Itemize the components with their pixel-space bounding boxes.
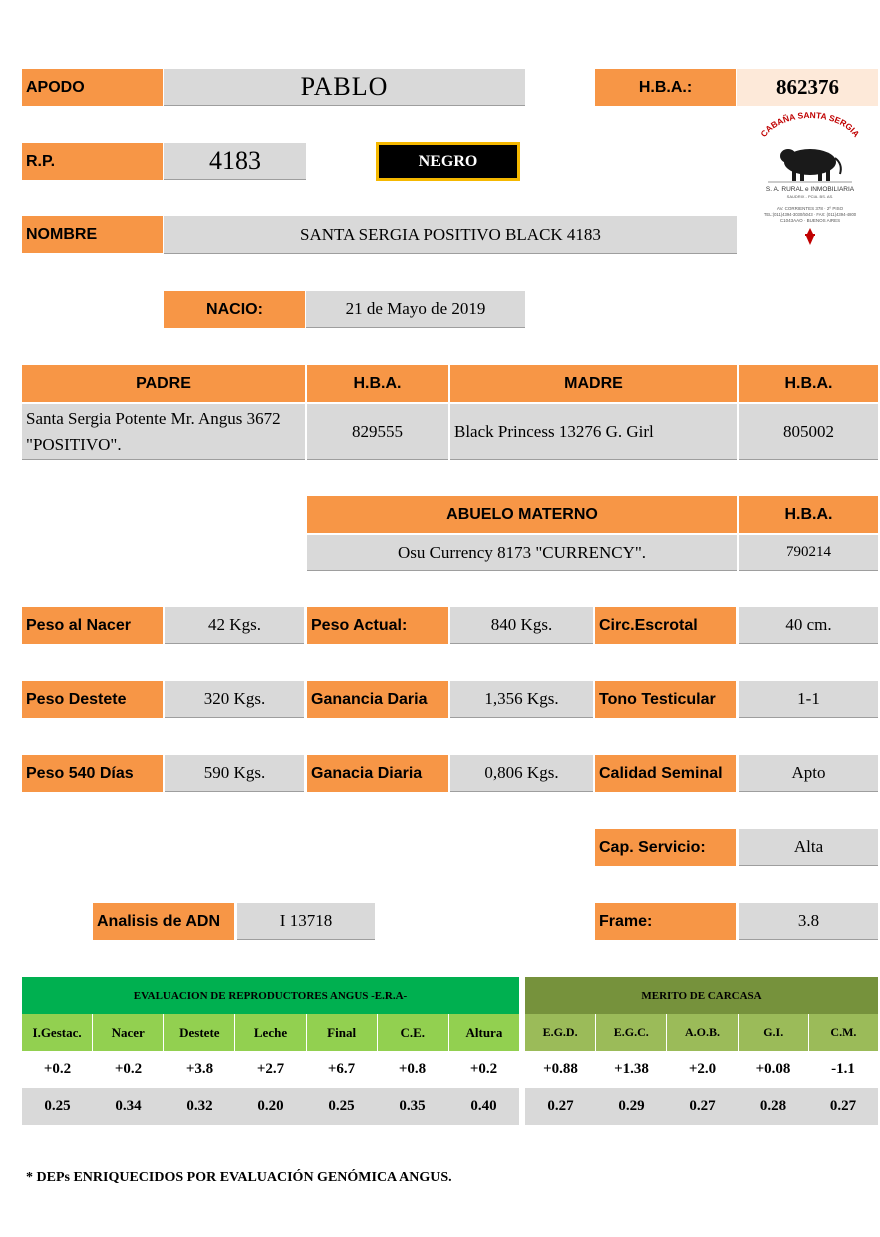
circ-value: 40 cm. <box>739 607 878 644</box>
apodo-value: PABLO <box>164 69 525 106</box>
peso-actual-value: 840 Kgs. <box>450 607 593 644</box>
carcasa-dep: -1.1 <box>831 1061 855 1077</box>
era-dep: +0.8 <box>398 1061 427 1077</box>
era-precision: 0.34 <box>93 1088 164 1125</box>
era-precision: 0.25 <box>306 1088 377 1125</box>
cap-servicio-label: Cap. Servicio: <box>595 829 736 866</box>
carcasa-columns <box>525 1014 878 1051</box>
era-dep-row <box>22 1051 519 1088</box>
era-col: I.Gestac. <box>22 1014 93 1051</box>
frame-label: Frame: <box>595 903 736 940</box>
carcasa-col: C.M. <box>809 1014 878 1051</box>
era-dep: +0.2 <box>114 1061 143 1077</box>
frame-value: 3.8 <box>739 903 878 940</box>
ganacia-value: 0,806 Kgs. <box>450 755 593 792</box>
ganancia-value: 1,356 Kgs. <box>450 681 593 718</box>
cross-icon <box>805 228 815 245</box>
abuelo-hba-header: H.B.A. <box>739 496 878 533</box>
logo-graphic <box>748 112 872 252</box>
logo-line4: C1043AAO · BUENOS AIRES <box>779 218 841 223</box>
adn-value: I 13718 <box>237 903 375 940</box>
adn-label: Analisis de ADN <box>93 903 234 940</box>
color-badge: NEGRO <box>376 142 520 181</box>
peso-actual-label: Peso Actual: <box>307 607 448 644</box>
bull-icon <box>780 149 841 181</box>
madre-hba-header: H.B.A. <box>739 365 878 402</box>
carcasa-title: MERITO DE CARCASA <box>525 977 878 1014</box>
era-col: Nacer <box>93 1014 164 1051</box>
logo-company: S. A. RURAL e INMOBILIARIA <box>765 186 855 193</box>
carcasa-col: E.G.D. <box>525 1014 596 1051</box>
padre-hba-value: 829555 <box>307 404 448 460</box>
era-precision: 0.20 <box>235 1088 306 1125</box>
madre-header: MADRE <box>450 365 737 402</box>
padre-header: PADRE <box>22 365 305 402</box>
abuelo-header: ABUELO MATERNO <box>307 496 737 533</box>
era-title: EVALUACION DE REPRODUCTORES ANGUS -E.R.A- <box>22 977 519 1014</box>
carcasa-dep: +0.88 <box>543 1061 578 1077</box>
tono-value: 1-1 <box>739 681 878 718</box>
hba-value: 862376 <box>737 69 878 106</box>
logo-title: CABAÑA SANTA SERGIA <box>758 112 862 139</box>
era-dep: +0.2 <box>43 1061 72 1077</box>
nacio-value: 21 de Mayo de 2019 <box>306 291 525 328</box>
era-col: Altura <box>449 1014 519 1051</box>
era-precision: 0.25 <box>22 1088 93 1125</box>
ganacia-label: Ganacia Diaria <box>307 755 448 792</box>
footnote: * DEPs ENRIQUECIDOS POR EVALUACIÓN GENÓMICA ANGUS. <box>26 1170 452 1185</box>
carcasa-dep: +2.0 <box>688 1061 717 1077</box>
padre-hba-header: H.B.A. <box>307 365 448 402</box>
carcasa-col: E.G.C. <box>596 1014 667 1051</box>
carcasa-precision: 0.27 <box>808 1088 878 1125</box>
nombre-label: NOMBRE <box>22 216 163 253</box>
madre-hba-value: 805002 <box>739 404 878 460</box>
ranch-logo <box>748 112 872 252</box>
peso-540-value: 590 Kgs. <box>165 755 304 792</box>
era-col: Leche <box>235 1014 306 1051</box>
peso-nacer-label: Peso al Nacer <box>22 607 163 644</box>
hba-label: H.B.A.: <box>595 69 736 106</box>
carcasa-precision-row <box>525 1088 878 1125</box>
peso-nacer-value: 42 Kgs. <box>165 607 304 644</box>
madre-value: Black Princess 13276 G. Girl <box>450 404 737 460</box>
circ-label: Circ.Escrotal <box>595 607 736 644</box>
era-col: Final <box>307 1014 378 1051</box>
apodo-label: APODO <box>22 69 163 106</box>
carcasa-precision: 0.27 <box>525 1088 596 1125</box>
calidad-label: Calidad Seminal <box>595 755 736 792</box>
era-dep: +2.7 <box>256 1061 285 1077</box>
peso-540-label: Peso 540 Días <box>22 755 163 792</box>
logo-line2: AV. CORRIENTES 378 · 2º PISO <box>776 206 844 211</box>
carcasa-precision: 0.29 <box>596 1088 667 1125</box>
tono-label: Tono Testicular <box>595 681 736 718</box>
padre-value: Santa Sergia Potente Mr. Angus 3672 "POSITIVO". <box>22 404 305 460</box>
carcasa-precision: 0.27 <box>667 1088 738 1125</box>
rp-value: 4183 <box>164 143 306 180</box>
svg-text:CABAÑA SANTA SERGIA <box>758 112 861 139</box>
era-col: C.E. <box>378 1014 449 1051</box>
logo-line1: SAUDRIX - PCIA. BS. AS. <box>786 194 834 199</box>
era-columns <box>22 1014 519 1051</box>
era-precision: 0.40 <box>448 1088 519 1125</box>
era-precision: 0.32 <box>164 1088 235 1125</box>
nombre-value: SANTA SERGIA POSITIVO BLACK 4183 <box>164 216 737 254</box>
rp-label: R.P. <box>22 143 163 180</box>
carcasa-precision: 0.28 <box>738 1088 808 1125</box>
cap-servicio-value: Alta <box>739 829 878 866</box>
abuelo-hba-value: 790214 <box>739 535 878 571</box>
logo-line3: TEL:(011)4394-3030/5043 · FAX: (011)4394-4800 <box>763 212 857 217</box>
era-dep: +0.2 <box>469 1061 498 1077</box>
carcasa-dep: +1.38 <box>614 1061 649 1077</box>
era-precision-row <box>22 1088 519 1125</box>
peso-destete-label: Peso Destete <box>22 681 163 718</box>
era-dep: +3.8 <box>185 1061 214 1077</box>
era-dep: +6.7 <box>327 1061 356 1077</box>
carcasa-dep-row <box>525 1051 878 1088</box>
nacio-label: NACIO: <box>164 291 305 328</box>
carcasa-col: A.O.B. <box>667 1014 738 1051</box>
calidad-value: Apto <box>739 755 878 792</box>
peso-destete-value: 320 Kgs. <box>165 681 304 718</box>
era-col: Destete <box>164 1014 235 1051</box>
carcasa-col: G.I. <box>739 1014 809 1051</box>
era-precision: 0.35 <box>377 1088 448 1125</box>
carcasa-dep: +0.08 <box>755 1061 791 1077</box>
abuelo-value: Osu Currency 8173 "CURRENCY". <box>307 535 737 571</box>
ganancia-label: Ganancia Daria <box>307 681 448 718</box>
